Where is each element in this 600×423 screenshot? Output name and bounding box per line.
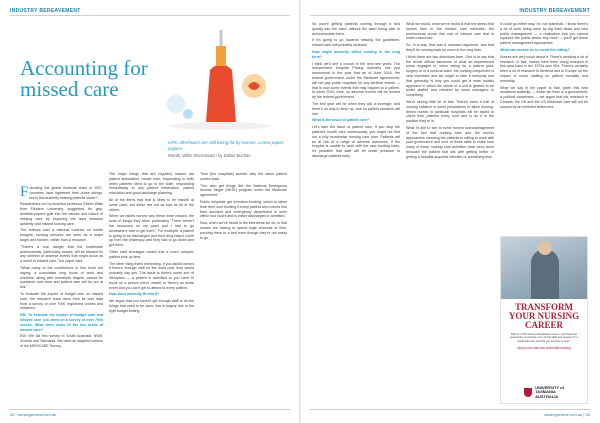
paragraph: I think there are two directions here. One is to say that the whole official sanctions of what an experienced nurse engages in, when caring for a patient post-surgery or in a medical ward, the nursing component is very important and we ought to take it seriously and that generally is why you could get a more holistic approach in which the whole of a unit is geared to be better staffed and checked by nurse managers or something. [406,54,494,98]
ad-photo [501,237,587,299]
interview-answer: We argue that you haven't got enough staff to do the things that need to be done, this is largely due to the tight budget setting. [109,299,194,313]
paragraph: What we say in the paper is that, given this new neoliberal austerity — which we think is a government, a political movement — we argue that the research in Canada, the UK and the US Medicare care will not be caused by an inhibited settlement. [500,85,588,109]
paragraph: The authors said a national contract on health budgets, nursing services are seen as a major target and burden, rather than a resource. [20,228,103,242]
interview-answer: I think we'll see a crunch in the next few years. The Independent Hospital Pricing Authority has just announced in the year that as of June 2018, the federal government, under the Medicare agreements, will not pay public hospitals for any sentinel events — that is now some events that may happen to a patient. In some 2019 June, no adverse events will be funded by the federal government. [312,61,400,100]
crest-icon [524,388,532,397]
footer-page-number: 32 | nursingreview.com.au [10,412,57,417]
paragraph: Researchers led by emeritus professor Eileen Willis from Flinders University, suggested it's gap-dentistic-papers guilt into the causes and nature of missing care by exploring the links between austerity and missed nursing care. [20,202,103,226]
paragraph: It could go either way. I'm not optimistic. I know there's a lot of work being done by big think tanks and new public management — a realisation that you cannot squeeze the public sector any more — you'll get these patient management approaches. [500,22,588,46]
interview-answer: Nurses are very much about it. There's certainly a lot of research. In fact, nurses have been doing research in this area back in the 1970s and '80s. There's certainly been a lot of research in America and in Europe on the impact of nurse staffing on patient mortality and morbidity. [500,54,588,83]
interview-question: How does austerity fit into it? [109,292,160,297]
column-right-2 [406,22,494,402]
interview-answer: Let's take the issue of patient care. If you stop the patient's mouth care continuously, you might not find out a fully mouthwise nursing care plan. Patients will be at risk of a range of adverse outcomes. If the hospital is unable to work with the new funding rules, it's probable that staff will be under pressure to discharge patients early. [312,125,400,158]
paragraph: The major things that are regularly missed are patient ambulation, mouth care, responding to bells when patients need to go to the toilet, responding immediately to any patient medication, patient education and good discharge planning. [109,172,194,196]
paragraph: Public hospitals get incentive funding, which is taken from their core funding if every patient who comes into their accident and emergency department is seen within four hours and is either discharged or admitted. [200,199,287,219]
paragraph: What I'd like to see is some honest acknowledgement of the fact that nursing care and the nurses approaches meaning the patients're willing to work with your governance and sure of those skills to make sure many of these nursing care activities have been done because the patient that sits with getting better or getting a hospital-acquired infection or something else. [406,125,494,159]
interview-question: What can nurses do to mend the hitting? [500,47,570,52]
interview-question: What is the issue of patient care? [312,118,370,123]
section-label: INDUSTRY BEREAVEMENT [519,7,590,14]
article-byline: Words: Willis Wormstead / by Dallas Buchan [168,153,251,158]
footer-page-number: nursingreview.com.au | 33 [543,412,590,417]
nurse-figure [531,249,559,299]
ad-headline: TRANSFORM YOUR NURSING CAREER [508,302,580,330]
paragraph: What we found, what we've found is that the stress that nurses face in the missed care networks, the professional chose this rule of missed care that is under-resourced. [406,22,494,41]
university-advertisement[interactable] [500,236,588,404]
paragraph: "You also get things like the National Emergency Access Target (NEAT) program under the Medicare agreement." [200,183,287,198]
page-footer [310,409,590,417]
column-left-1 [20,186,103,402]
paragraph: If it's going to go towards missing the guidelines, missed care will probably increase. [312,38,400,48]
section-header [310,6,590,16]
paragraph: Following the global financial crisis of 2007, countries have tightened their purse strings, but is this austerity making patients sicker? [20,186,103,200]
interview-question: NR: To evaluate the impact of budget cuts and missed care, you drew on a survey of over 7000 nurses. What were some of the key areas of missed care? [20,313,103,332]
column-right-3 [500,22,588,222]
article-title: Accounting for missed care [20,56,148,101]
paragraph: Other staff shortages meant that a more complex patient took up time. [109,249,194,259]
paragraph: Now, when we've heard in the interviews we do, is that nurses are having to spend huge amounts of time, pushing them to a bed even though they're not ready to go. [200,221,287,240]
university-logo [501,386,587,399]
paragraph: The other thing that's interesting, if you asked nurses if there's enough staff on the ward now, they would probably say yes. The issue is there's some sort of disruption — a patient is admitted or you have to focus on a person who's unwell, or there's an acute event and you don't get to attend to every patient. [109,261,194,290]
paragraph: The first year will be when they call a shortage, and there's no way to keep up, and so patient numbers will rise. [312,101,400,116]
paragraph: So, in a way, that was a nuanced argument, and that they'll be coming back for more in the long term. [406,43,494,52]
paragraph: When we asked nurses why these were missed, the sorts of things they cited: particularly "There weren't the resources on my ward and I had to go somewhere else to get them." For example, a patient is going to be discharged and their drug hasn't come up from the pharmacy and they had to go down and get them. [109,214,194,248]
page-footer [10,409,290,417]
paragraph: All of the items that that is likely to be missed at some point, but these are not as bad as all of the others. [109,197,194,212]
paragraph: Then [the hospitals] wonder why the same patient comes back. [200,172,287,181]
paragraph: To evaluate the impact of budget cuts on missed care, the research team drew from its own data from a survey of over 7000 registered nurses and midwives. [20,291,103,311]
paragraph: "What many of the contributors to this book are saying, a cumulative long hours of work and overtime, along with unrealistic targets, cannot be sustained over time and patient care will be put at risk." [20,265,103,290]
drop-cap: F [20,186,29,200]
paragraph: We're seeing little bit of this. There's been a trial of nursing initiative in some jurisdictions to allow nursing-driven nurses in particular hospitals will be asked to check their patients every hour and to do it in the position they're in. [406,99,494,124]
ad-link[interactable]: Apply now utas.edu.au/health/nursing [517,346,571,351]
university-name: UNIVERSITY of TASMANIA AUSTRALIA [535,384,564,399]
nurse-head [538,241,552,255]
ad-body: With an UTAS online postgraduate course, you'll have the opportunity to enhance your clinical skills and prepare for a leadership role, all while you continue to work. [510,333,578,343]
column-left-2 [109,172,194,402]
column-right-1 [312,22,400,402]
article-standfirst: GPC afterhours are still being hit by nurses, a new paper argues. [168,140,284,151]
column-left-3 [200,172,287,402]
interview-answer: EW: We did this survey in South Australia, NSW, Victoria and Tasmania. We used an adapted version of the MISSCARE Survey. [20,334,103,348]
interview-question: How might austerity affect nursing in the long term? [312,49,400,59]
paragraph: "There's a real danger that the healthcare professionals, particularly nurses, will be blamed for any sentinel or adverse events that might occur as a result of missed care," the paper said. [20,244,103,264]
section-label: INDUSTRY BEREAVEMENT [10,7,81,14]
section-header [10,6,290,16]
paragraph: So you're getting patients coming through a bed quickly into the ward, without the ward being able to accommodate them. [312,22,400,36]
